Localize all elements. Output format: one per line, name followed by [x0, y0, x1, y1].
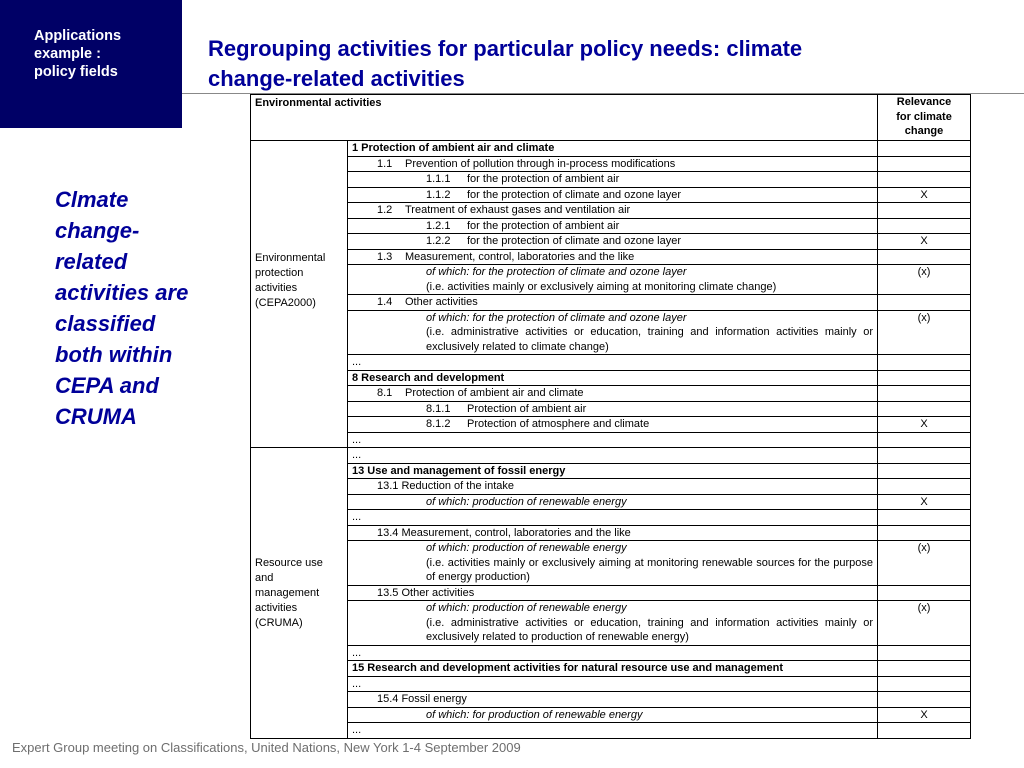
header-relevance: [878, 95, 971, 141]
row-label: [348, 661, 878, 677]
class-code: 8.1.1: [426, 402, 451, 415]
table-row: [251, 432, 971, 448]
row-label: ...: [348, 510, 878, 526]
row-label: [348, 386, 878, 402]
class-text: Measurement, control, laboratories and the like: [405, 250, 635, 263]
side-annotation-line: classified: [55, 311, 156, 336]
table-row: [251, 661, 971, 677]
relevance-mark: [878, 661, 971, 677]
table-row: [251, 265, 971, 295]
group-label-line: protection: [255, 267, 304, 279]
section-label-box: [0, 0, 182, 128]
table-row: [251, 187, 971, 203]
side-annotation-line: change-: [55, 218, 140, 243]
class-text: for the protection of climate and ozone layer: [467, 188, 682, 201]
relevance-mark: (x): [878, 310, 971, 355]
section-label-line: Applications: [34, 28, 122, 44]
table-row: [251, 156, 971, 172]
side-annotation: [55, 184, 225, 432]
table-row: [251, 448, 971, 464]
table-row: [251, 723, 971, 739]
relevance-mark: [878, 448, 971, 464]
slide-title: [208, 34, 998, 94]
row-label: [348, 601, 878, 646]
relevance-mark: [878, 141, 971, 157]
table-row: [251, 676, 971, 692]
row-label: [348, 707, 878, 723]
of-which-text: of which: for the protection of climate and ozone layer: [426, 311, 687, 324]
table-row: [251, 510, 971, 526]
row-label: [348, 494, 878, 510]
relevance-mark: (x): [878, 265, 971, 295]
relevance-mark: [878, 249, 971, 265]
row-label: [348, 310, 878, 355]
class-code: 1.1.2: [426, 188, 451, 201]
table-row: [251, 386, 971, 402]
footer-text: Expert Group meeting on Classifications, United Nations, New York 1-4 September 2009: [12, 740, 521, 755]
row-label: [348, 479, 878, 495]
row-label: [348, 265, 878, 295]
header-relevance-line: change: [904, 125, 944, 137]
row-label: [348, 172, 878, 188]
table-row: [251, 370, 971, 386]
relevance-mark: [878, 692, 971, 708]
row-label: [348, 585, 878, 601]
group-label-line: Resource use: [255, 557, 323, 569]
relevance-mark: [878, 218, 971, 234]
row-label: [348, 463, 878, 479]
class-text: Protection of atmosphere and climate: [467, 418, 650, 430]
table-row: [251, 141, 971, 157]
row-label: [348, 141, 878, 157]
relevance-mark: [878, 355, 971, 371]
table-row: [251, 218, 971, 234]
row-label: [348, 401, 878, 417]
class-text: 13.1 Reduction of the intake: [377, 480, 514, 492]
row-label: [348, 249, 878, 265]
category-heading: 15 Research and development activities for natural resource use and management: [352, 662, 783, 674]
row-label: [348, 417, 878, 433]
class-text: Treatment of exhaust gases and ventilation air: [405, 204, 631, 216]
section-label-line: example :: [34, 46, 101, 62]
table-row: [251, 494, 971, 510]
table-row: [251, 479, 971, 495]
group-label-line: activities: [255, 602, 298, 614]
relevance-mark: X: [878, 417, 971, 433]
relevance-mark: [878, 510, 971, 526]
section-label-line: policy fields: [34, 64, 118, 80]
class-text: 15.4 Fossil energy: [377, 693, 467, 705]
group-label-line: management: [255, 587, 320, 599]
relevance-mark: [878, 585, 971, 601]
group-label-line: (CEPA2000): [255, 297, 316, 309]
side-annotation-line: activities are: [55, 280, 189, 305]
relevance-mark: X: [878, 494, 971, 510]
class-text: Protection of ambient air: [467, 402, 587, 415]
of-which-text: of which: production of renewable energy: [426, 542, 627, 554]
relevance-mark: [878, 525, 971, 541]
group-label-cruma: [251, 448, 348, 739]
table-row: [251, 355, 971, 371]
table-row: [251, 172, 971, 188]
relevance-mark: [878, 386, 971, 402]
class-text: Prevention of pollution through in-process modifications: [405, 157, 676, 170]
row-label: [348, 234, 878, 250]
class-code: 8.1.2: [426, 418, 451, 430]
table-row: [251, 692, 971, 708]
class-code: 1.2.1: [426, 219, 451, 232]
class-text: 13.5 Other activities: [377, 586, 475, 599]
group-label-line: (CRUMA): [255, 617, 303, 629]
of-which-text: of which: production of renewable energy: [426, 602, 627, 614]
class-text: for the protection of ambient air: [467, 173, 620, 185]
table-row: [251, 401, 971, 417]
class-code: 1.3: [377, 250, 393, 263]
category-heading: 1 Protection of ambient air and climate: [352, 142, 555, 154]
relevance-mark: [878, 463, 971, 479]
class-text: Other activities: [405, 296, 478, 308]
class-code: 1.2: [377, 204, 393, 216]
side-annotation-line: Clmate: [55, 187, 129, 212]
relevance-mark: [878, 676, 971, 692]
explanatory-note: (i.e. administrative activities or education, training and information activities mainly or exclusively related to climate change): [426, 326, 874, 353]
table-row: [251, 234, 971, 250]
group-label-line: Environmental: [255, 252, 326, 264]
header-environmental-activities: Environmental activities: [251, 95, 878, 141]
row-label: ...: [348, 432, 878, 448]
relevance-mark: [878, 172, 971, 188]
class-text: for the protection of ambient air: [467, 219, 620, 232]
table-row: [251, 203, 971, 219]
of-which-text: of which: production of renewable energy: [426, 495, 627, 508]
row-label: ...: [348, 676, 878, 692]
row-label: ...: [348, 448, 878, 464]
table-row: [251, 601, 971, 646]
row-label: ...: [348, 355, 878, 371]
side-annotation-line: CRUMA: [55, 404, 137, 429]
relevance-mark: [878, 370, 971, 386]
row-label: ...: [348, 645, 878, 661]
table-row: [251, 249, 971, 265]
of-which-text: of which: for production of renewable energy: [426, 708, 643, 721]
table-row: [251, 645, 971, 661]
slide-title-line: change-related activities: [208, 66, 465, 91]
row-label: [348, 156, 878, 172]
relevance-mark: [878, 432, 971, 448]
table-row: [251, 585, 971, 601]
table-header-row: [251, 95, 971, 141]
table-row: [251, 417, 971, 433]
of-which-text: of which: for the protection of climate and ozone layer: [426, 266, 687, 278]
row-label: [348, 370, 878, 386]
relevance-mark: [878, 723, 971, 739]
class-text: for the protection of climate and ozone layer: [467, 235, 682, 247]
slide-title-line: Regrouping activities for particular policy needs: climate: [208, 36, 803, 61]
table-row: [251, 310, 971, 355]
section-label: [34, 27, 174, 81]
group-label-line: and: [255, 572, 274, 584]
relevance-mark: [878, 401, 971, 417]
category-heading: 8 Research and development: [352, 371, 505, 384]
class-code: 1.1.1: [426, 173, 451, 185]
table-row: [251, 463, 971, 479]
class-code: 1.4: [377, 296, 393, 308]
row-label: [348, 541, 878, 586]
explanatory-note: (i.e. activities mainly or exclusively aiming at monitoring renewable sources for the purpose of energy production): [426, 556, 874, 583]
table-row: [251, 525, 971, 541]
relevance-mark: X: [878, 187, 971, 203]
table-row: [251, 707, 971, 723]
class-text: Protection of ambient air and climate: [405, 387, 584, 399]
row-label: [348, 203, 878, 219]
table-row: [251, 541, 971, 586]
table-row: [251, 295, 971, 311]
side-annotation-line: both within: [55, 342, 173, 367]
row-label: [348, 218, 878, 234]
relevance-mark: X: [878, 234, 971, 250]
row-label: ...: [348, 723, 878, 739]
explanatory-note: (i.e. administrative activities or education, training and information activities mainly or exclusively related to production of renewable energy): [426, 616, 874, 643]
relevance-mark: [878, 645, 971, 661]
class-code: 1.1: [377, 157, 393, 170]
side-annotation-line: CEPA and: [55, 373, 159, 398]
header-relevance-line: Relevance: [896, 96, 952, 108]
relevance-mark: [878, 203, 971, 219]
explanatory-note: (i.e. activities mainly or exclusively aiming at monitoring climate change): [426, 280, 777, 293]
group-label-cepa: [251, 141, 348, 448]
relevance-mark: [878, 295, 971, 311]
row-label: [348, 692, 878, 708]
group-label-line: activities: [255, 282, 298, 294]
class-code: 1.2.2: [426, 235, 451, 247]
category-heading: 13 Use and management of fossil energy: [352, 464, 566, 477]
relevance-mark: X: [878, 707, 971, 723]
row-label: [348, 187, 878, 203]
relevance-mark: (x): [878, 541, 971, 586]
relevance-mark: [878, 479, 971, 495]
classification-table: [250, 94, 971, 739]
header-relevance-line: for climate: [896, 110, 952, 123]
row-label: [348, 525, 878, 541]
row-label: [348, 295, 878, 311]
class-code: 8.1: [377, 387, 393, 399]
relevance-mark: (x): [878, 601, 971, 646]
class-text: 13.4 Measurement, control, laboratories and the like: [377, 526, 631, 539]
side-annotation-line: related: [55, 249, 128, 274]
relevance-mark: [878, 156, 971, 172]
